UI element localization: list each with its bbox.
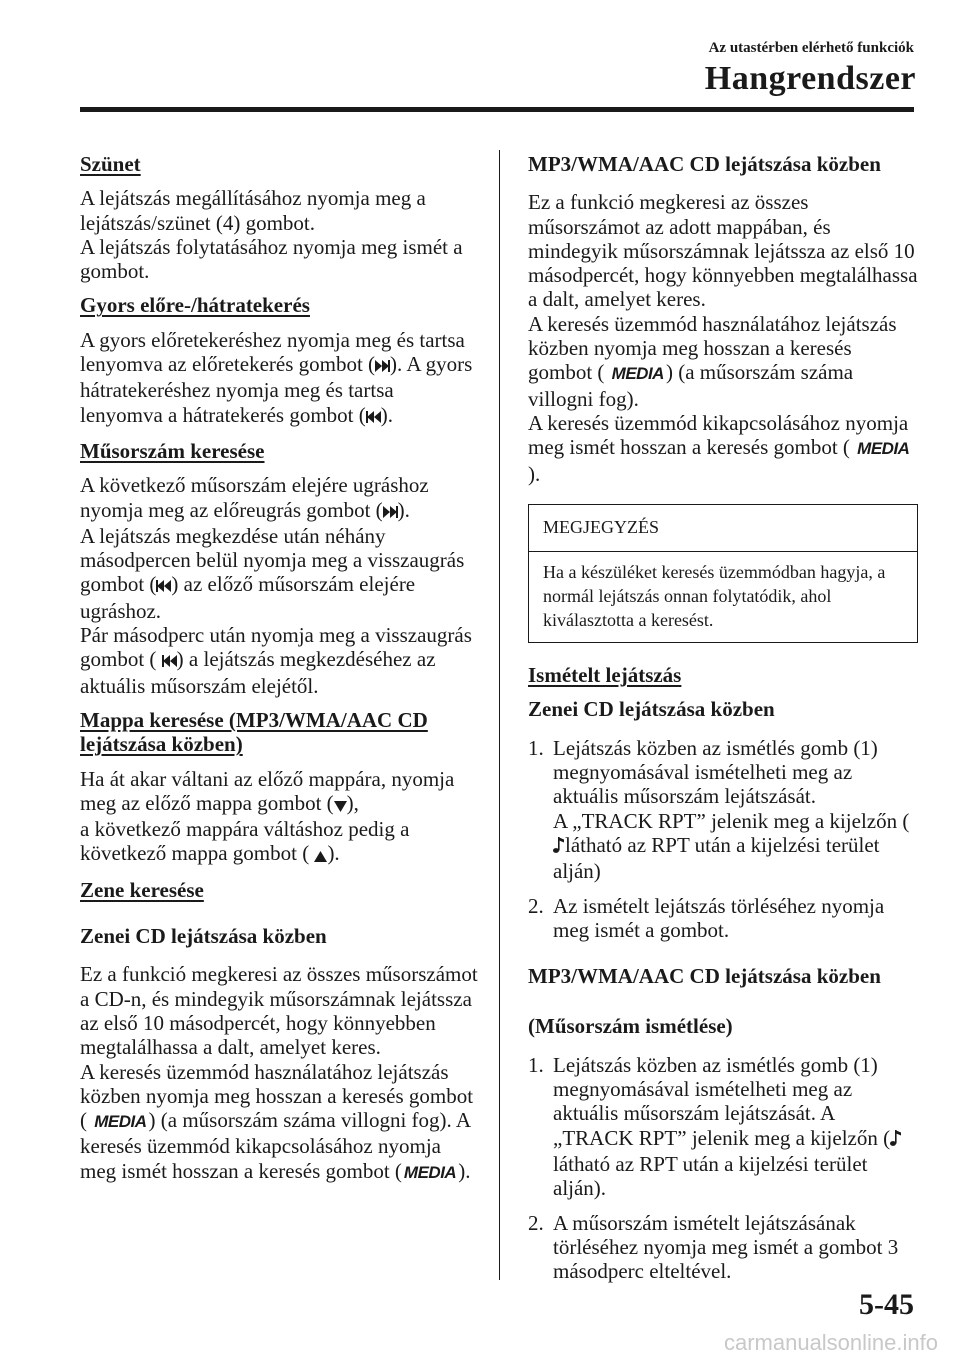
cd-search-text: Ez a funkció megkeresi az összes műsorszámot a CD-n, és mindegyik műsorszámnak lejátssza az első 10 másodpercét, hogy könnyebben megtalálhassa a dalt, amelyet keres. A keresés üzemmód használatához lejátszás közben nyomja meg hosszan a keresés gombot ( MEDIA) (a műsorszám száma villogni fog). A keresés üzemmód kikapcsolásához nyomja meg ismét hosszan a keresés gombot ( MEDIA). <box>80 962 480 1185</box>
left-column <box>80 152 480 1195</box>
list-item: 2. A műsorszám ismételt lejátszásának törléséhez nyomja meg ismét a gombot 3 másodperc elteltével. <box>528 1210 899 1284</box>
repeat-mp3-subheading: (Műsorszám ismétlése) <box>528 1014 733 1039</box>
media-button-icon: MEDIA <box>611 364 664 384</box>
skip-forward-icon <box>383 500 398 524</box>
folder-down-icon <box>334 793 347 817</box>
list-item: 2. Az ismételt lejátszás törléséhez nyomja meg ismét a gombot. <box>528 893 885 942</box>
fast-forward-text: A gyors előretekeréshez nyomja meg és tartsa lenyomva az előretekerés gombot ( ). A gyors hátratekeréshez nyomja meg és tartsa lenyomva a hátratekerés gombot ( ). <box>80 328 480 429</box>
repeat-heading: Ismételt lejátszás <box>528 663 682 688</box>
music-note-icon <box>890 1128 902 1152</box>
media-button-icon: MEDIA <box>857 439 910 459</box>
pause-text: A lejátszás megállításához nyomja meg a lejátszás/szünet (4) gombot. A lejátszás folytatásához nyomja meg ismét a gombot. <box>80 186 463 284</box>
mp3-playback-heading: MP3/WMA/AAC CD lejátszása közben <box>528 152 881 176</box>
repeat-cd-steps <box>528 736 918 942</box>
fast-forward-icon <box>375 354 390 378</box>
right-column <box>528 152 918 1293</box>
note-box <box>528 504 918 643</box>
mp3-search-text: Ez a funkció megkeresi az összes műsorszámot az adott mappában, és mindegyik műsorszámnak lejátssza az első 10 másodpercét, hogy könnyebben megtalálhassa a dalt, amelyet keres. A keresés üzemmód használatához lejátszás közben nyomja meg hosszan a keresés gombot ( MEDIA) (a műsorszám száma villogni fog). A keresés üzemmód kikapcsolásához nyomja meg ismét hosszan a keresés gombot ( MEDIA). <box>528 190 918 486</box>
pause-heading: Szünet <box>80 152 141 176</box>
skip-back-icon <box>162 649 177 673</box>
cd-playback-heading: Zenei CD lejátszása közben <box>80 924 327 949</box>
repeat-mp3-heading: MP3/WMA/AAC CD lejátszása közben <box>528 964 881 989</box>
repeat-mp3-steps <box>528 1053 918 1284</box>
list-item: 1. Lejátszás közben az ismétlés gomb (1) megnyomásával ismételheti meg az aktuális műsorszám lejátszását. A „TRACK RPT” jelenik meg a kijelzőn (látható az RPT után a kijelzési terület alján). <box>528 1053 918 1201</box>
header-subtitle: Az utastérben elérhető funkciók <box>708 40 914 56</box>
media-button-icon: MEDIA <box>403 1162 457 1182</box>
folder-up-icon <box>314 843 327 867</box>
media-button-icon: MEDIA <box>94 1112 147 1132</box>
music-search-heading: Zene keresése <box>80 877 204 902</box>
folder-search-text: Ha át akar váltani az előző mappára, nyomja meg az előző mappa gombot ( ), a következő mappára váltáshoz pedig a következő mappa gombot ( ). <box>80 767 480 868</box>
music-note-icon <box>553 835 565 859</box>
track-search-heading: Műsorszám keresése <box>80 438 265 463</box>
folder-search-heading: Mappa keresése (MP3/WMA/AAC CD lejátszása közben) <box>80 707 428 757</box>
fast-forward-heading: Gyors előre-/hátratekerés <box>80 293 310 318</box>
page-number: 5-45 <box>859 1288 914 1321</box>
watermark: carmanualsonline.info <box>723 1330 938 1355</box>
note-title: MEGJEGYZÉS <box>529 505 917 552</box>
page-title: Hangrendszer <box>704 60 916 97</box>
rewind-icon <box>366 405 381 429</box>
track-search-text: A következő műsorszám elejére ugráshoz nyomja meg az előreugrás gombot ( ). A lejátszás megkezdése után néhány másodpercen belül nyomja meg a visszaugrás gombot ( ) az előző műsorszám elejére ugráshoz. Pár másodperc után nyomja meg a visszaugrás gombot ( ) a lejátszás megkezdéséhez az aktuális műsorszám elejétől. <box>80 473 472 698</box>
column-divider <box>499 150 500 1280</box>
repeat-cd-heading: Zenei CD lejátszása közben <box>528 697 775 722</box>
header-rule <box>80 107 914 112</box>
note-body: Ha a készüléket keresés üzemmódban hagyja, a normál lejátszás onnan folytatódik, ahol kiválasztotta a keresést. <box>543 562 886 631</box>
skip-back-icon <box>156 574 171 598</box>
list-item: 1. Lejátszás közben az ismétlés gomb (1) megnyomásával ismételheti meg az aktuális műsorszám lejátszását. A „TRACK RPT” jelenik meg a kijelzőn (látható az RPT után a kijelzési terület alján) <box>528 735 910 884</box>
